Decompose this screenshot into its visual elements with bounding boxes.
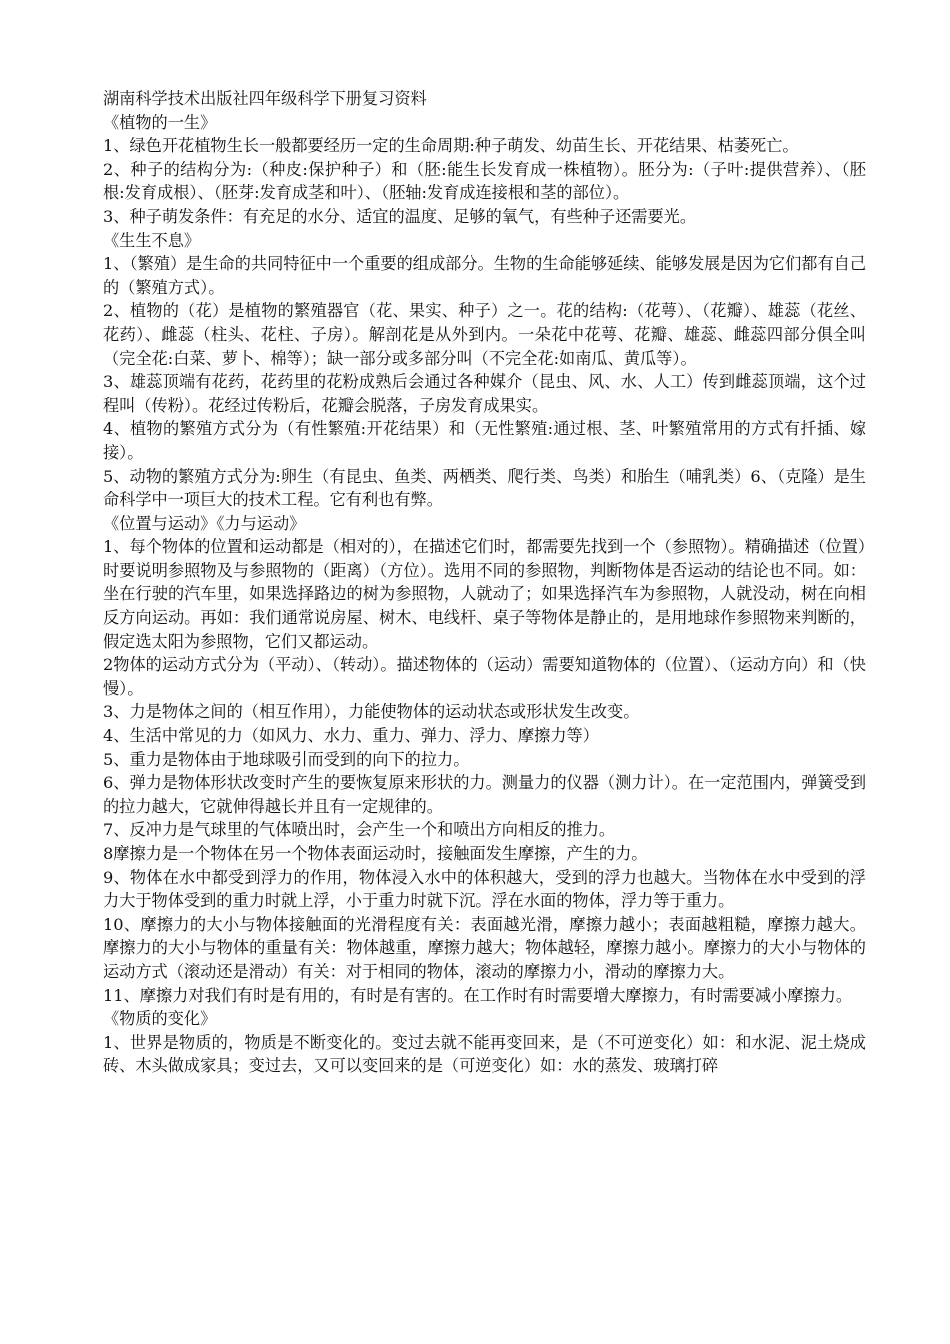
paragraph: 1、每个物体的位置和运动都是（相对的），在描述它们时，都需要先找到一个（参照物）。精确描述（位置）时要说明参照物及与参照物的（距离）（方位）。选用不同的参照物，判断物体是否运动的结论也不同。如：坐在行驶的汽车里，如果选择路边的树为参照物，人就动了；如果选择汽车为参照物，人就没动，树在向相反方向运动。再如：我们通常说房屋、树木、电线杆、桌子等物体是静止的，是用地球作参照物来判断的，假定选太阳为参照物，它们又都运动。 — [103, 537, 866, 651]
paragraph: 5、重力是物体由于地球吸引而受到的向下的拉力。 — [103, 749, 470, 769]
paragraph: 5、动物的繁殖方式分为:卵生（有昆虫、鱼类、两栖类、爬行类、鸟类）和胎生（哺乳类）6、（克隆）是生命科学中一项巨大的技术工程。它有利也有弊。 — [103, 466, 866, 510]
section-heading: 《植物的一生》 — [103, 112, 217, 132]
paragraph: 3、种子萌发条件：有充足的水分、适宜的温度、足够的氧气，有些种子还需要光。 — [103, 206, 697, 226]
paragraph: 3、雄蕊顶端有花药，花药里的花粉成熟后会通过各种媒介（昆虫、风、水、人工）传到雌蕊顶端，这个过程叫（传粉）。花经过传粉后，花瓣会脱落，子房发育成果实。 — [103, 372, 866, 415]
section-heading: 《位置与运动》《力与运动》 — [103, 513, 306, 533]
paragraph: 2物体的运动方式分为（平动）、（转动）。描述物体的（运动）需要知道物体的（位置）、（运动方向）和（快慢）。 — [103, 655, 866, 698]
document-page — [103, 87, 866, 1078]
paragraph: 4、生活中常见的力（如风力、水力、重力、弹力、浮力、摩擦力等） — [103, 726, 599, 746]
document-title: 湖南科学技术出版社四年级科学下册复习资料 — [103, 89, 427, 108]
paragraph: 10、摩擦力的大小与物体接触面的光滑程度有关：表面越光滑，摩擦力越小；表面越粗糙，摩擦力越大。摩擦力的大小与物体的重量有关：物体越重，摩擦力越大；物体越轻，摩擦力越小。摩擦力的大小与物体的运动方式（滚动还是滑动）有关：对于相同的物体，滚动的摩擦力小，滑动的摩擦力大。 — [103, 914, 866, 981]
paragraph: 8摩擦力是一个物体在另一个物体表面运动时，接触面发生摩擦，产生的力。 — [103, 844, 648, 863]
document-body — [103, 111, 866, 1078]
paragraph: 11、摩擦力对我们有时是有用的，有时是有害的。在工作时有时需要增大摩擦力，有时需要减小摩擦力。 — [103, 985, 853, 1005]
paragraph: 4、植物的繁殖方式分为（有性繁殖:开花结果）和（无性繁殖:通过根、茎、叶繁殖常用的方式有扦插、嫁接）。 — [103, 419, 866, 462]
paragraph: 2、种子的结构分为:（种皮:保护种子）和（胚:能生长发育成一株植物）。胚分为:（子叶:提供营养）、（胚根:发育成根）、（胚芽:发育成茎和叶）、（胚轴:发育成连接根和茎的部位）。 — [103, 159, 866, 203]
section-heading: 《物质的变化》 — [103, 1009, 217, 1029]
paragraph: 7、反冲力是气球里的气体喷出时，会产生一个和喷出方向相反的推力。 — [103, 820, 616, 840]
paragraph: 1、绿色开花植物生长一般都要经历一定的生命周期:种子萌发、幼苗生长、开花结果、枯萎死亡。 — [103, 136, 799, 156]
paragraph: 9、物体在水中都受到浮力的作用，物体浸入水中的体积越大，受到的浮力也越大。当物体在水中受到的浮力大于物体受到的重力时就上浮，小于重力时就下沉。浮在水面的物体，浮力等于重力。 — [103, 867, 866, 911]
paragraph: 1、世界是物质的，物质是不断变化的。变过去就不能再变回来，是（不可逆变化）如：和水泥、泥土烧成砖、木头做成家具；变过去，又可以变回来的是（可逆变化）如：水的蒸发、玻璃打碎 — [103, 1032, 866, 1076]
paragraph: 6、弹力是物体形状改变时产生的要恢复原来形状的力。测量力的仪器（测力计）。在一定范围内，弹簧受到的拉力越大，它就伸得越长并且有一定规律的。 — [103, 773, 867, 816]
paragraph: 1、（繁殖）是生命的共同特征中一个重要的组成部分。生物的生命能够延续、能够发展是因为它们都有自己的（繁殖方式）。 — [103, 254, 867, 297]
section-heading: 《生生不息》 — [103, 230, 201, 250]
paragraph: 2、植物的（花）是植物的繁殖器官（花、果实、种子）之一。花的结构:（花萼）、（花瓣）、雄蕊（花丝、花药）、雌蕊（柱头、花柱、子房）。解剖花是从外到内。一朵花中花萼、花瓣、雄蕊、雌蕊四部分俱全叫（完全花:白菜、萝卜、棉等）；缺一部分或多部分叫（不完全花:如南瓜、黄瓜等）。 — [103, 301, 866, 368]
paragraph: 3、力是物体之间的（相互作用），力能使物体的运动状态或形状发生改变。 — [103, 702, 640, 722]
